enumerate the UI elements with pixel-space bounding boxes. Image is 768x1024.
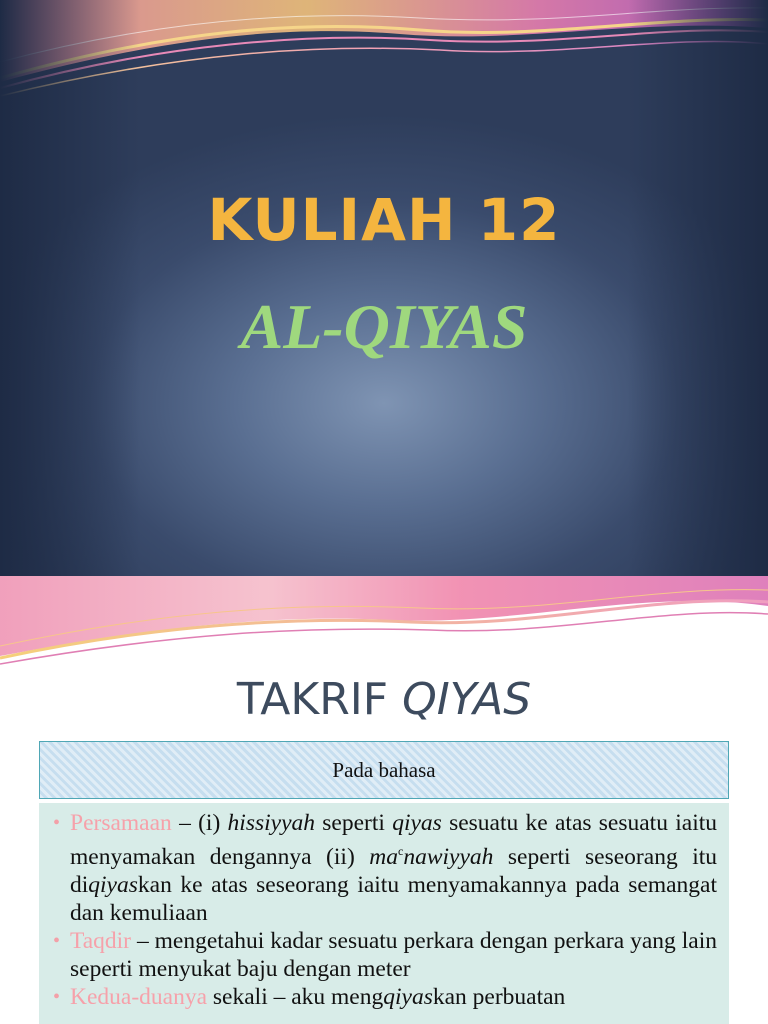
- vignette-left: [0, 0, 140, 576]
- list-item: [53, 809, 717, 927]
- text: kan ke atas seseorang iaitu menyamakannya pada semangat dan kemuliaan: [70, 871, 717, 926]
- table-body: [39, 803, 729, 1024]
- italic-text: qiyas: [88, 871, 138, 898]
- text: kan perbuatan: [432, 983, 566, 1010]
- text: seperti: [315, 810, 393, 836]
- title-italic: QIYAS: [402, 674, 532, 725]
- list-item: [53, 927, 717, 983]
- text: seperti seseorang itu di: [70, 843, 717, 898]
- text: sekali – aku meng: [207, 983, 384, 1010]
- slide-subtitle: AL-QIYAS: [240, 291, 528, 362]
- definition-slide: [0, 576, 768, 1024]
- italic-text: nawiyyah: [403, 843, 494, 870]
- italic-text: ma: [369, 843, 398, 870]
- italic-text: qiyas: [383, 983, 433, 1010]
- term: Persamaan: [70, 810, 172, 836]
- slide-title: KULIAH 12: [207, 186, 561, 254]
- term: Taqdir: [70, 927, 131, 954]
- italic-text: hissiyyah: [227, 810, 316, 836]
- italic-text: qiyas: [392, 810, 442, 836]
- bullet-icon: •: [53, 812, 61, 834]
- superscript: c: [398, 844, 404, 858]
- bullet-icon: •: [53, 985, 61, 1008]
- text: – (i): [171, 810, 228, 836]
- decorative-wave-top: [0, 576, 768, 668]
- vignette-right: [628, 0, 768, 576]
- table-header: Pada bahasa: [39, 741, 729, 799]
- text: sesuatu ke atas sesuatu iaitu menyamakan dengannya (ii): [70, 810, 718, 870]
- slide-title: [0, 674, 768, 725]
- title-prefix: TAKRIF: [236, 674, 403, 725]
- term: Kedua-duanya: [70, 983, 208, 1010]
- text: – mengetahui kadar sesuatu perkara dengan perkara yang lain seperti menyukat baju dengan meter: [70, 927, 717, 982]
- bullet-icon: •: [53, 929, 61, 952]
- list-item: [53, 983, 717, 1011]
